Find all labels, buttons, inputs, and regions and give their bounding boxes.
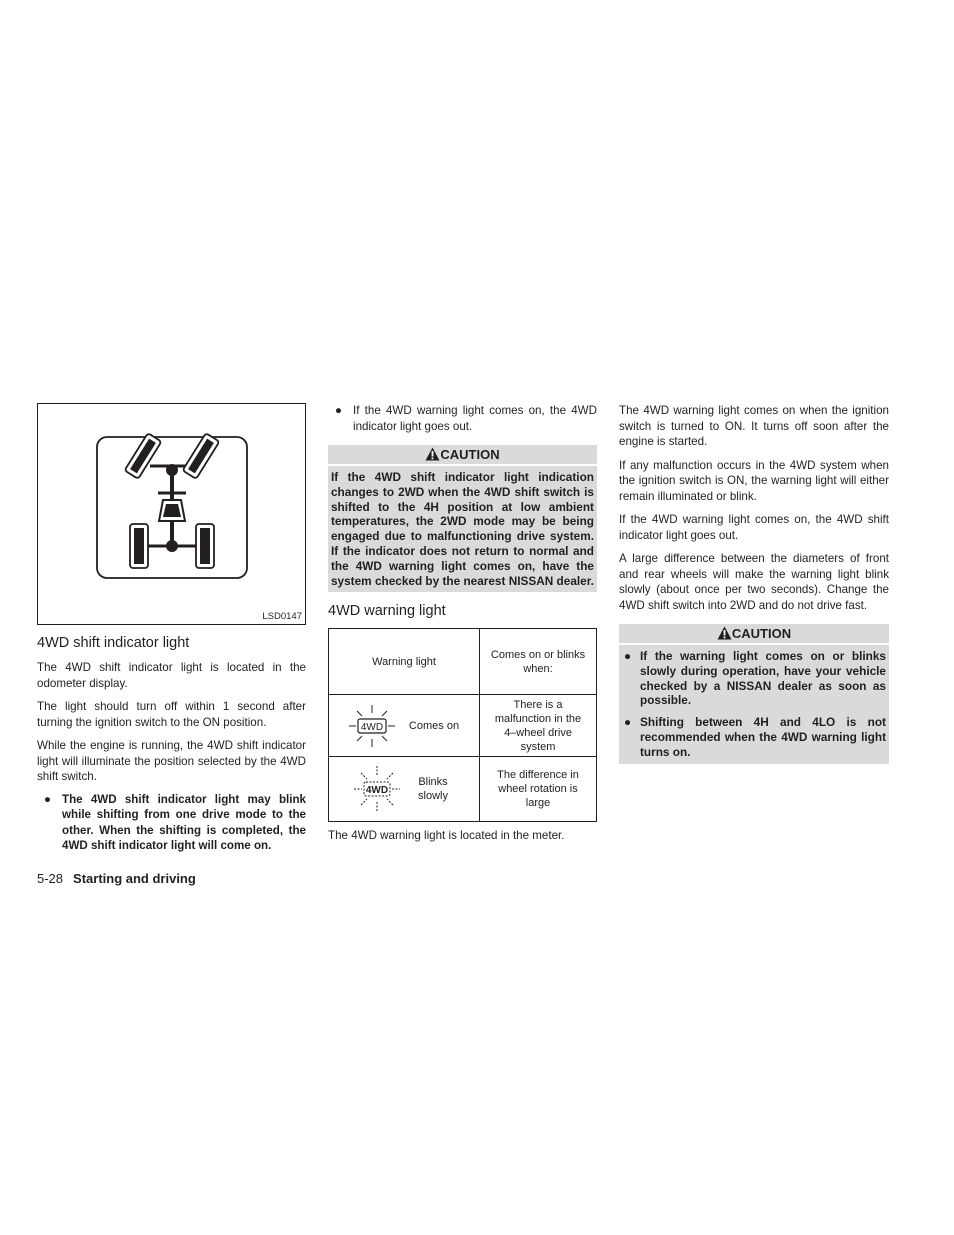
bullet-item [328, 403, 597, 434]
light-state-label: Blinks slowly [418, 776, 448, 803]
caution-box [619, 624, 889, 764]
warning-triangle-icon [425, 447, 440, 461]
bullet-text: Shifting between 4H and 4LO is not recommended when the 4WD warning light turns on. [640, 715, 886, 759]
paragraph: The 4WD warning light is located in the meter. [328, 829, 565, 843]
caution-text: If the 4WD shift indicator light indication changes to 2WD when the 4WD shift switch is shifted to the 4H position at low ambient temperatures, the 2WD mode may be being engaged due to malfunctioning drive system. If the indicator does not return to normal and the 4WD warning light comes on, have the system checked by the nearest NISSAN dealer. [331, 470, 594, 588]
svg-text:4WD: 4WD [360, 721, 384, 733]
paragraph: If the 4WD warning light comes on, the 4WD shift indicator light goes out. [619, 513, 889, 542]
4wd-warning-on-icon [349, 704, 395, 748]
page-number: 5-28 [37, 871, 64, 886]
table-cell-description: There is a malfunction in the 4–wheel drive system [480, 695, 597, 757]
page-footer [37, 871, 196, 886]
column-2 [328, 403, 597, 844]
section-title: Starting and driving [73, 871, 196, 886]
table-header-cell: Comes on or blinks when: [480, 629, 597, 695]
warning-triangle-icon [717, 626, 732, 640]
bullet-text: If the warning light comes on or blinks slowly during operation, have your vehicle checked by a NISSAN dealer as soon as possible. [640, 649, 886, 708]
table-header-row [329, 629, 597, 695]
caution-title: CAUTION [619, 624, 889, 645]
paragraph: A large difference between the diameters of front and rear wheels will make the warning light blink slowly (about once per two seconds). Change the 4WD shift switch into 2WD and do not drive fast. [619, 552, 889, 612]
bullet-dot: ● [44, 792, 52, 806]
4wd-warning-blink-icon [354, 765, 400, 813]
section-heading-shift-indicator: 4WD shift indicator light [37, 635, 190, 651]
4wd-shift-indicator-icon [38, 404, 305, 624]
bullet-dot: ● [624, 715, 632, 730]
paragraph: The 4WD warning light comes on when the ignition switch is turned to ON. It turns off soon after the engine is started. [619, 404, 889, 448]
caution-bullet [622, 715, 886, 759]
table-row [329, 757, 597, 822]
bullet-text: The 4WD shift indicator light may blink while shifting from one drive mode to the other. When the shifting is completed, the 4WD shift indicator light will come on. [62, 792, 306, 852]
table-row [329, 695, 597, 757]
paragraph: The light should turn off within 1 second after turning the ignition switch to the ON position. [37, 700, 306, 729]
bullet-dot: ● [335, 404, 343, 417]
column-3 [619, 403, 889, 764]
warning-light-table [328, 628, 597, 822]
bullet-dot: ● [624, 649, 632, 663]
table-header-cell: Warning light [329, 629, 480, 695]
paragraph: The 4WD shift indicator light is located in the odometer display. [37, 661, 306, 690]
svg-text:4WD: 4WD [365, 785, 389, 797]
paragraph: If any malfunction occurs in the 4WD system when the ignition switch is ON, the warning light will either remain illuminated or blink. [619, 458, 889, 503]
caution-title: CAUTION [328, 445, 597, 466]
section-heading-warning-light: 4WD warning light [328, 603, 446, 620]
caution-box [328, 445, 597, 592]
figure-4wd-shift-indicator [37, 403, 306, 625]
figure-code: LSD0147 [262, 611, 302, 622]
table-cell-light [329, 695, 480, 757]
table-cell-light [329, 757, 480, 822]
paragraph: While the engine is running, the 4WD shift indicator light will illuminate the position selected by the 4WD shift switch. [37, 739, 306, 783]
bullet-text: If the 4WD warning light comes on, the 4WD indicator light goes out. [353, 404, 597, 433]
caution-bullet [622, 649, 886, 708]
bullet-item [37, 792, 306, 854]
light-state-label: Comes on [408, 719, 460, 732]
table-cell-description: The difference in wheel rotation is large [480, 757, 597, 822]
column-1 [37, 403, 306, 854]
